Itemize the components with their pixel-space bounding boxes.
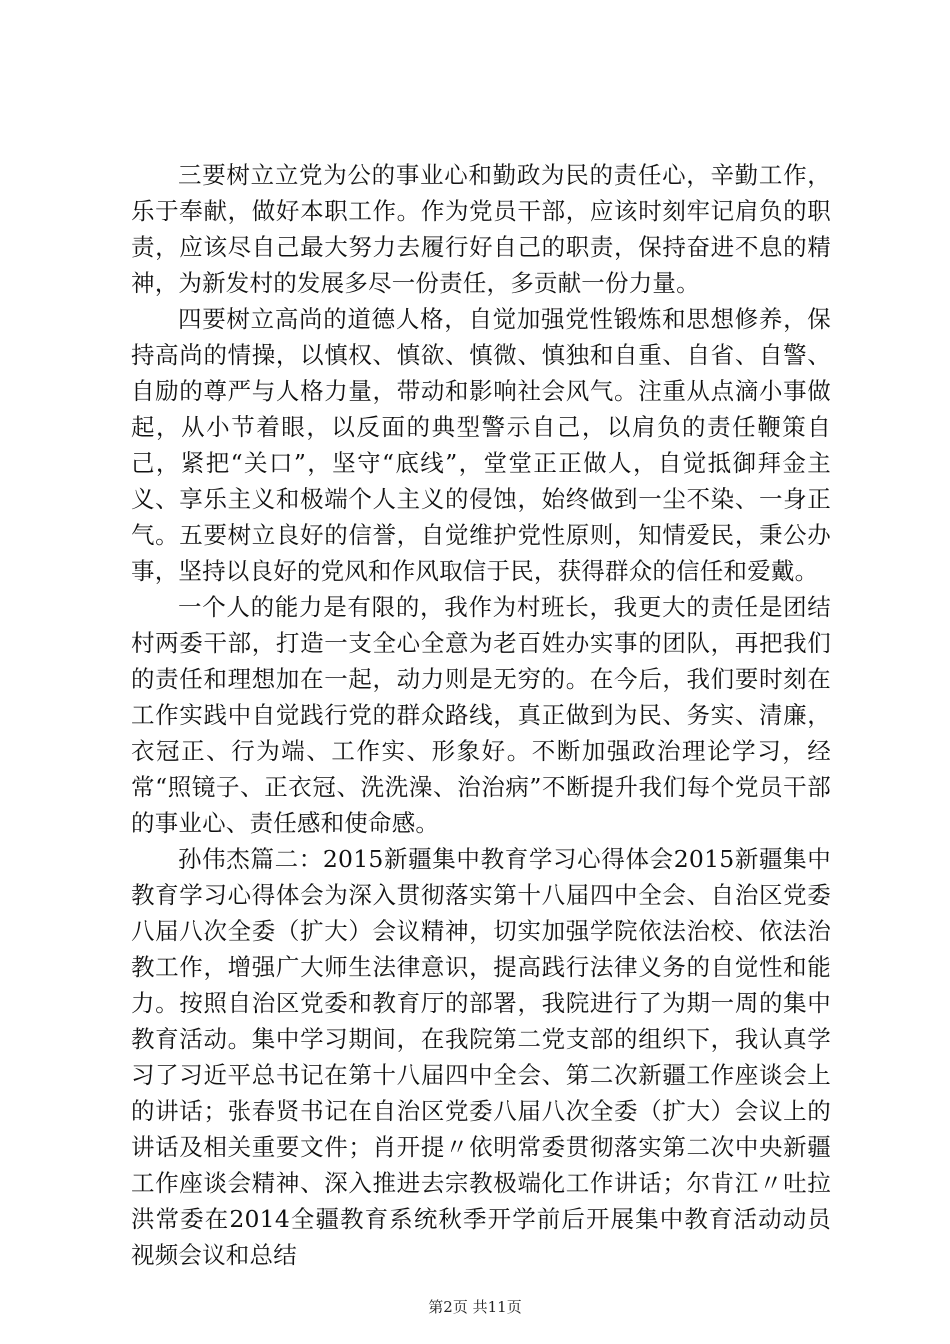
paragraph-3: 一个人的能力是有限的，我作为村班长，我更大的责任是团结村两委干部，打造一支全心全意为老百姓办实事的团队，再把我们的责任和理想加在一起，动力则是无穷的。在今后，我们要时刻在工作实践中自觉践行党的群众路线，真正做到为民、务实、清廉，衣冠正、行为端、工作实、形象好。不断加强政治理论学习，经常“照镜子、正衣冠、洗洗澡、治治病”不断提升我们每个党员干部的事业心、责任感和使命感。 bbox=[131, 593, 831, 837]
document-body bbox=[131, 157, 831, 1273]
paragraph-4: 孙伟杰篇二：2015新疆集中教育学习心得体会2015新疆集中教育学习心得体会为深入贯彻落实第十八届四中全会、自治区党委八届八次全委（扩大）会议精神，切实加强学院依法治校、依法治教工作，增强广大师生法律意识，提高践行法律义务的自觉性和能力。按照自治区党委和教育厅的部署，我院进行了为期一周的集中教育活动。集中学习期间，在我院第二党支部的组织下，我认真学习了习近平总书记在第十八届四中全会、第二次新疆工作座谈会上的讲话；张春贤书记在自治区党委八届八次全委（扩大）会议上的讲话及相关重要文件；肖开提〃依明常委贯彻落实第二次中央新疆工作座谈会精神、深入推进去宗教极端化工作讲话；尔肯江〃吐拉洪常委在2014全疆教育系统秋季开学前后开展集中教育活动动员视频会议和总结 bbox=[131, 845, 831, 1269]
page-number-footer: 第2页 共11页 bbox=[428, 1298, 522, 1316]
paragraph-2: 四要树立高尚的道德人格，自觉加强党性锻炼和思想修养，保持高尚的情操，以慎权、慎欲、慎微、慎独和自重、自省、自警、自励的尊严与人格力量，带动和影响社会风气。注重从点滴小事做起，从小节着眼，以反面的典型警示自己，以肩负的责任鞭策自己，紧把“关口”，坚守“底线”，堂堂正正做人，自觉抵御拜金主义、享乐主义和极端个人主义的侵蚀，始终做到一尘不染、一身正气。五要树立良好的信誉，自觉维护党性原则，知情爱民，秉公办事，坚持以良好的党风和作风取信于民，获得群众的信任和爱戴。 bbox=[131, 305, 831, 585]
paragraph-1: 三要树立立党为公的事业心和勤政为民的责任心，辛勤工作，乐于奉献，做好本职工作。作为党员干部，应该时刻牢记肩负的职责，应该尽自己最大努力去履行好自己的职责，保持奋进不息的精神，为新发村的发展多尽一份责任，多贡献一份力量。 bbox=[131, 161, 831, 297]
